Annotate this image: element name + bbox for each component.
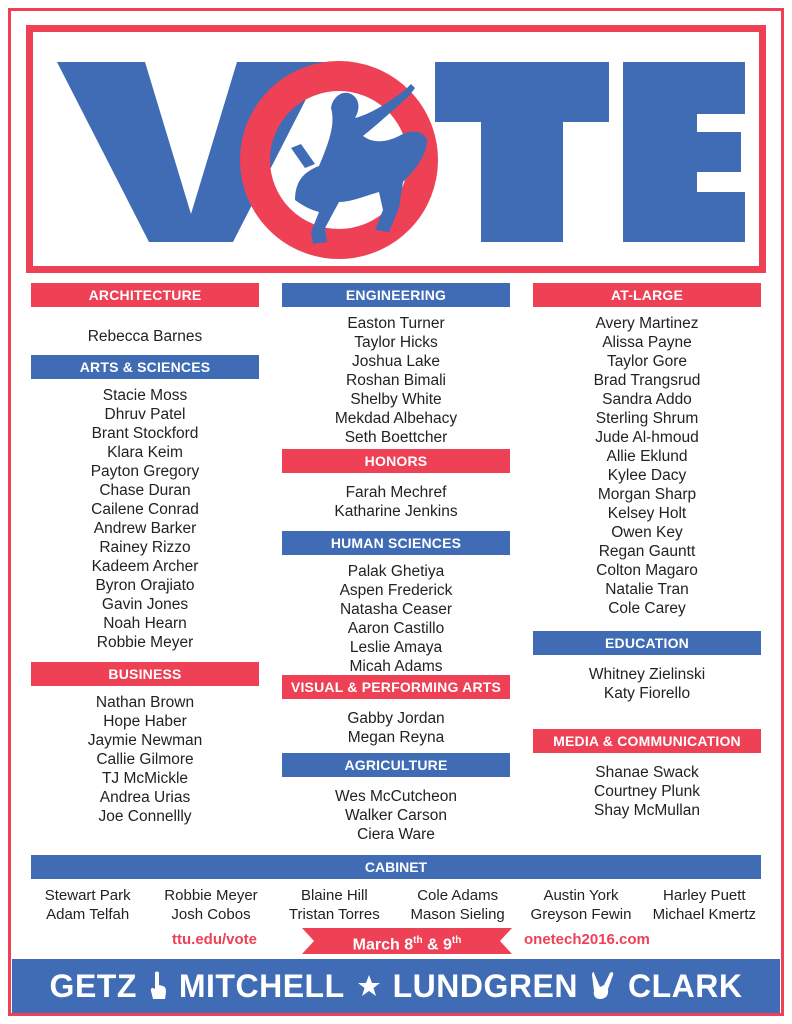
list-item: Roshan Bimali [346,372,446,389]
list-item: Taylor Hicks [354,334,438,351]
cabinet-member: Stewart Park [44,887,131,904]
list-item: Robbie Meyer [96,634,194,651]
section-header: AT-LARGE [533,283,761,307]
cabinet-header: CABINET [31,855,761,879]
section-header: MEDIA & COMMUNICATION [533,729,761,753]
letter-e [623,62,745,242]
list-item: TJ McMickle [101,770,189,787]
list-item: Owen Key [611,524,683,541]
list-item: Dhruv Patel [104,406,186,423]
name-list [31,327,259,346]
list-item: Colton Magaro [596,562,698,579]
list-item: Hope Haber [103,713,187,730]
list-item: Rebecca Barnes [87,328,203,345]
cabinet-member: Adam Telfah [46,906,130,923]
list-item: Byron Orajiato [95,577,195,594]
cabinet-member: Greyson Fewin [530,906,632,923]
list-item: Katharine Jenkins [334,503,458,520]
list-item: Wes McCutcheon [334,788,458,805]
list-item: Jaymie Newman [87,732,203,749]
name-list [282,314,510,447]
list-item: Shelby White [350,391,442,408]
vote-header [26,25,766,273]
letter-t [435,62,609,242]
list-item: Shay McMullan [594,802,700,819]
list-item: Taylor Gore [606,353,688,370]
list-item: Katy Fiorello [603,685,691,702]
name-list [31,386,259,652]
list-item: Allie Eklund [606,448,688,465]
list-item: Klara Keim [107,444,183,461]
list-item: Mekdad Albehacy [334,410,458,427]
list-item: Shanae Swack [595,764,699,781]
date-banner [302,928,512,954]
url-right-link[interactable]: onetech2016.com [524,931,650,948]
list-item: Natasha Ceaser [339,601,452,618]
list-item: Morgan Sharp [597,486,697,503]
list-item: Noah Hearn [103,615,187,632]
section-header: ARTS & SCIENCES [31,355,259,379]
cabinet-member: Michael Kmertz [652,906,756,923]
candidate-clark: CLARK [627,967,743,1004]
list-item: Aspen Frederick [339,582,453,599]
name-list [533,314,761,618]
list-item: Courtney Plunk [594,783,700,800]
section-header: HONORS [282,449,510,473]
candidate-lundgren: LUNDGREN [392,967,578,1004]
list-item: Natalie Tran [605,581,689,598]
guns-up-hand-icon [590,971,616,1001]
footer-row [26,928,766,954]
list-item: Andrea Urias [99,789,191,806]
list-item: Gabby Jordan [347,710,445,727]
list-item: Nathan Brown [95,694,195,711]
list-item: Aaron Castillo [347,620,445,637]
name-list [533,665,761,703]
list-item: Palak Ghetiya [347,563,445,580]
section-header: ARCHITECTURE [31,283,259,307]
list-item: Cailene Conrad [91,501,199,518]
list-item: Megan Reyna [347,729,445,746]
list-item: Avery Martinez [595,315,699,332]
cabinet-names [26,886,766,924]
list-item: Sterling Shrum [595,410,699,427]
list-item: Andrew Barker [93,520,197,537]
list-item: Kylee Dacy [607,467,687,484]
list-item: Callie Gilmore [96,751,194,768]
candidate-bar [12,959,780,1013]
vote-graphic [33,32,759,266]
cabinet-member: Tristan Torres [288,906,380,923]
list-item: Ciera Ware [357,826,435,843]
list-item: Regan Gauntt [598,543,696,560]
list-item: Joshua Lake [352,353,440,370]
list-item: Brant Stockford [91,425,199,442]
name-list [282,562,510,676]
list-item: Brad Trangsrud [593,372,701,389]
pointing-hand-icon [149,971,167,1001]
section-header: VISUAL & PERFORMING ARTS [282,675,510,699]
cabinet-member: Austin York [543,887,619,904]
list-item: Seth Boettcher [344,429,448,446]
cabinet-member: Josh Cobos [171,906,251,923]
section-header: BUSINESS [31,662,259,686]
candidate-getz: GETZ [49,967,137,1004]
cabinet-member: Mason Sieling [410,906,505,923]
list-item: Kelsey Holt [607,505,687,522]
list-item: Leslie Amaya [349,639,443,656]
section-header: AGRICULTURE [282,753,510,777]
list-item: Micah Adams [349,658,443,675]
section-header: HUMAN SCIENCES [282,531,510,555]
name-list [31,693,259,826]
name-list [282,787,510,844]
list-item: Farah Mechref [345,484,447,501]
list-item: Payton Gregory [90,463,200,480]
name-list [282,483,510,521]
cabinet-member: Blaine Hill [300,887,368,904]
star-icon [357,974,381,998]
list-item: Joe Connellly [98,808,192,825]
cabinet-member: Cole Adams [417,887,499,904]
cabinet-member: Robbie Meyer [164,887,258,904]
name-list [282,709,510,747]
list-item: Stacie Moss [102,387,188,404]
list-item: Whitney Zielinski [588,666,706,683]
list-item: Cole Carey [608,600,686,617]
list-item: Walker Carson [345,807,447,824]
section-header: EDUCATION [533,631,761,655]
section-header: ENGINEERING [282,283,510,307]
list-item: Sandra Addo [602,391,692,408]
list-item: Alissa Payne [602,334,692,351]
list-item: Easton Turner [347,315,445,332]
cabinet-member: Harley Puett [663,887,746,904]
candidate-mitchell: MITCHELL [178,967,345,1004]
election-dates: March 8th & 9th [352,935,462,954]
list-item: Kadeem Archer [91,558,199,575]
url-left-link[interactable]: ttu.edu/vote [172,931,257,948]
name-list [533,763,761,820]
list-item: Chase Duran [99,482,191,499]
list-item: Jude Al-hmoud [595,429,699,446]
list-item: Rainey Rizzo [99,539,191,556]
list-item: Gavin Jones [101,596,189,613]
